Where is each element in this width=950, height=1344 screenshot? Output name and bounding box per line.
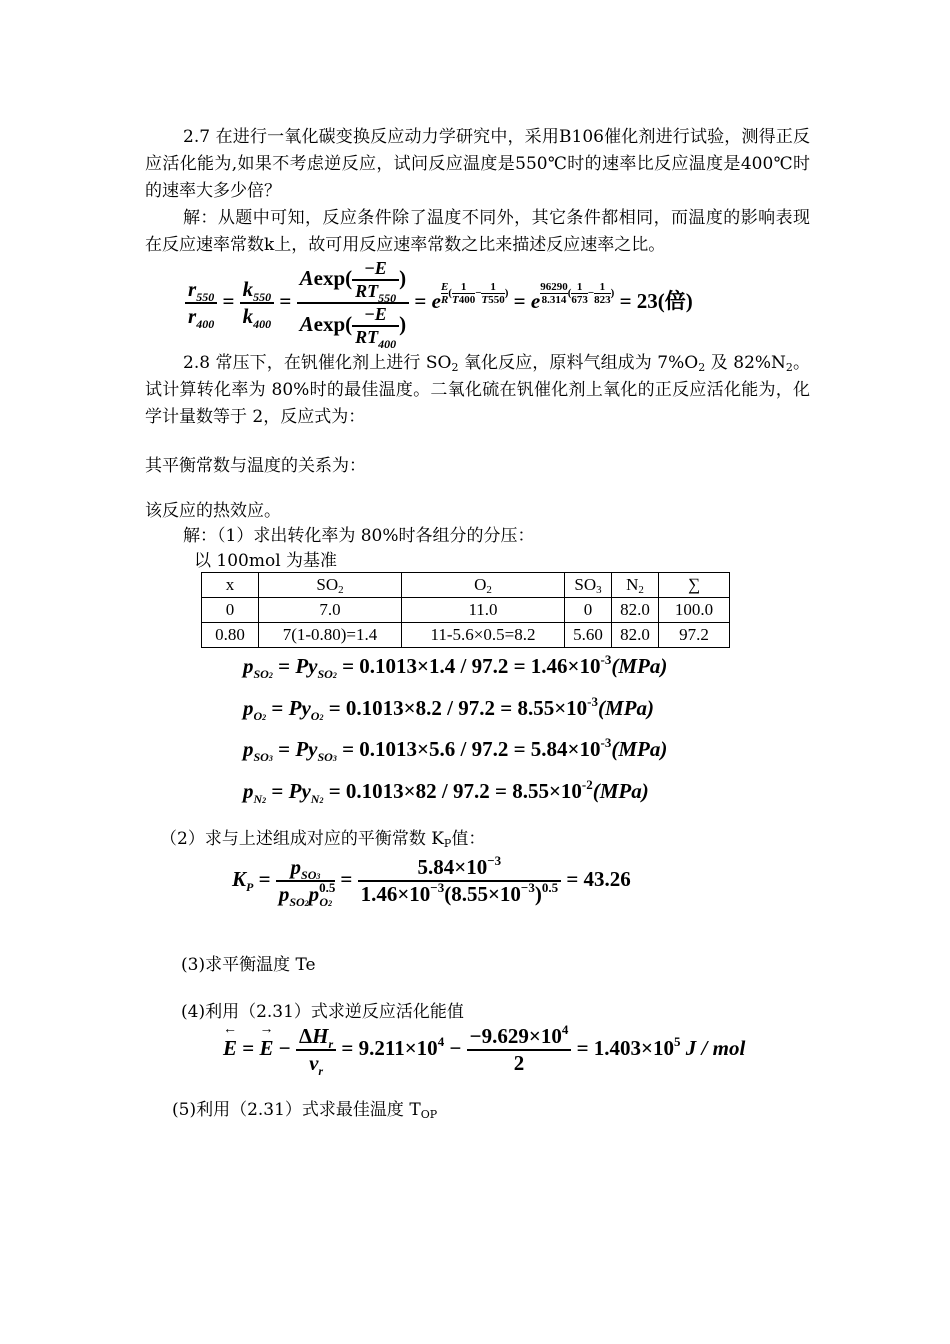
step-2: （2）求与上述组成对应的平衡常数 $K_P$值： — [160, 829, 486, 850]
step-5: (5)利用（2.31）式求最佳温度 $T_{OP}$ — [172, 1100, 438, 1121]
table-row — [202, 623, 730, 648]
table-header-cell: x — [202, 573, 259, 598]
composition-table — [201, 572, 730, 648]
table-cell: 82.0 — [612, 623, 659, 648]
table-cell: 7.0 — [259, 598, 402, 623]
rate-ratio-equation: $\frac{r_{550}}{r_{400}}$ = $\frac{k_{550}}{k_{400}}$ = Aexp( $\frac{-E}{RT_{550}}$ ) Aexp( $\frac{-E}{RT_{400}}$ ) = e $\frac{E}{R}$ ( $\frac{1}{T400}$ − $\frac{1}{T550}$ ) = e $\frac{96290}{8.314}$ ( $\frac{1}{673}$ − $\frac{1}{823}$ ) = 23(倍) — [185, 258, 693, 348]
equilibrium-line: 其平衡常数与温度的关系为： — [145, 456, 366, 476]
table-cell: 100.0 — [659, 598, 730, 623]
kp-result: = 43.26 — [566, 866, 631, 891]
kp-equation: $K_P$ = $\frac{p_{SO3}}{p_{SO2}p^{0.5}_{O2}}$ = $\frac{5.84\times 10^{-3}}{1.46\times 10^{-3}(8.55\times 10^{-3})^{0.5}}$ = 43.26 — [232, 853, 631, 909]
table-cell: 11-5.6×0.5=8.2 — [402, 623, 565, 648]
table-header-row — [202, 573, 730, 598]
table-header-cell: $O_2$ — [402, 573, 565, 598]
problem-2-7-text: 2.7 在进行一氧化碳变换反应动力学研究中，采用B106催化剂进行试验，测得正反应活化能为,如果不考虑逆反应，试问反应温度是550℃时的速率比反应温度是400℃时的速率大多少倍？ — [145, 127, 810, 201]
table-header-cell: $SO_3$ — [565, 573, 612, 598]
pressure-o2-equation: $p_{O2} = Py_{O2} = 0.1013\times 8.2 / 97.2 = 8.55\times 10^{-3}(MPa)$ — [243, 694, 655, 723]
step-3: (3)求平衡温度 Te — [181, 955, 316, 975]
table-header-cell: $N_2$ — [612, 573, 659, 598]
heat-line: 该反应的热效应。 — [145, 501, 281, 521]
table-cell: 0 — [202, 598, 259, 623]
table-cell: 5.60 — [565, 623, 612, 648]
pressure-so3-equation: $p_{SO3} = Py_{SO3} = 0.1013\times 5.6 / 97.2 = 5.84\times 10^{-3}(MPa)$ — [243, 735, 668, 764]
problem-2-7-solution: 解：从题中可知，反应条件除了温度不同外，其它条件都相同，而温度的影响表现在反应速率常数k上，故可用反应速率常数之比来描述反应速率之比。 — [145, 208, 810, 255]
table-header-cell: $SO_2$ — [259, 573, 402, 598]
basis-line: 以 100mol 为基准 — [194, 551, 338, 571]
problem-2-8-text: 2.8 常压下，在钒催化剂上进行 $SO_2$ 氧化反应，原料气组成为 $7\%O_2$ 及 $82\%N_2$。试计算转化率为 80%时的最佳温度。二氧化硫在钒催化剂上氧化的正反应活化能为，化学计量数等于 2，反应式为： — [145, 353, 810, 427]
step-4: (4)利用（2.31）式求逆反应活化能值 — [181, 1002, 464, 1022]
table-cell: 0.80 — [202, 623, 259, 648]
table-row — [202, 598, 730, 623]
reverse-energy-equation: ← E = → E − $\frac{\Delta H_r}{\nu_r}$ = $9.211\times 10^4$ − $\frac{-9.629\times 10^4}{2}$ = $1.403\times 10^5$ J / mol — [223, 1021, 746, 1078]
table-cell: 11.0 — [402, 598, 565, 623]
pressure-so2-equation: $p_{SO2} = Py_{SO2} = 0.1013\times 1.4 / 97.2 = 1.46\times 10^{-3}(MPa)$ — [243, 652, 668, 681]
table-cell: 7(1-0.80)=1.4 — [259, 623, 402, 648]
rate-ratio-result: = 23(倍) — [619, 288, 693, 313]
table-cell: 97.2 — [659, 623, 730, 648]
pressure-n2-equation: $p_{N2} = Py_{N2} = 0.1013\times 82 / 97.2 = 8.55\times 10^{-2}(MPa)$ — [243, 777, 649, 806]
table-cell: 0 — [565, 598, 612, 623]
step-1: 解：（1）求出转化率为 80%时各组分的分压： — [183, 526, 535, 546]
table-header-cell: ∑ — [659, 573, 730, 598]
table-cell: 82.0 — [612, 598, 659, 623]
